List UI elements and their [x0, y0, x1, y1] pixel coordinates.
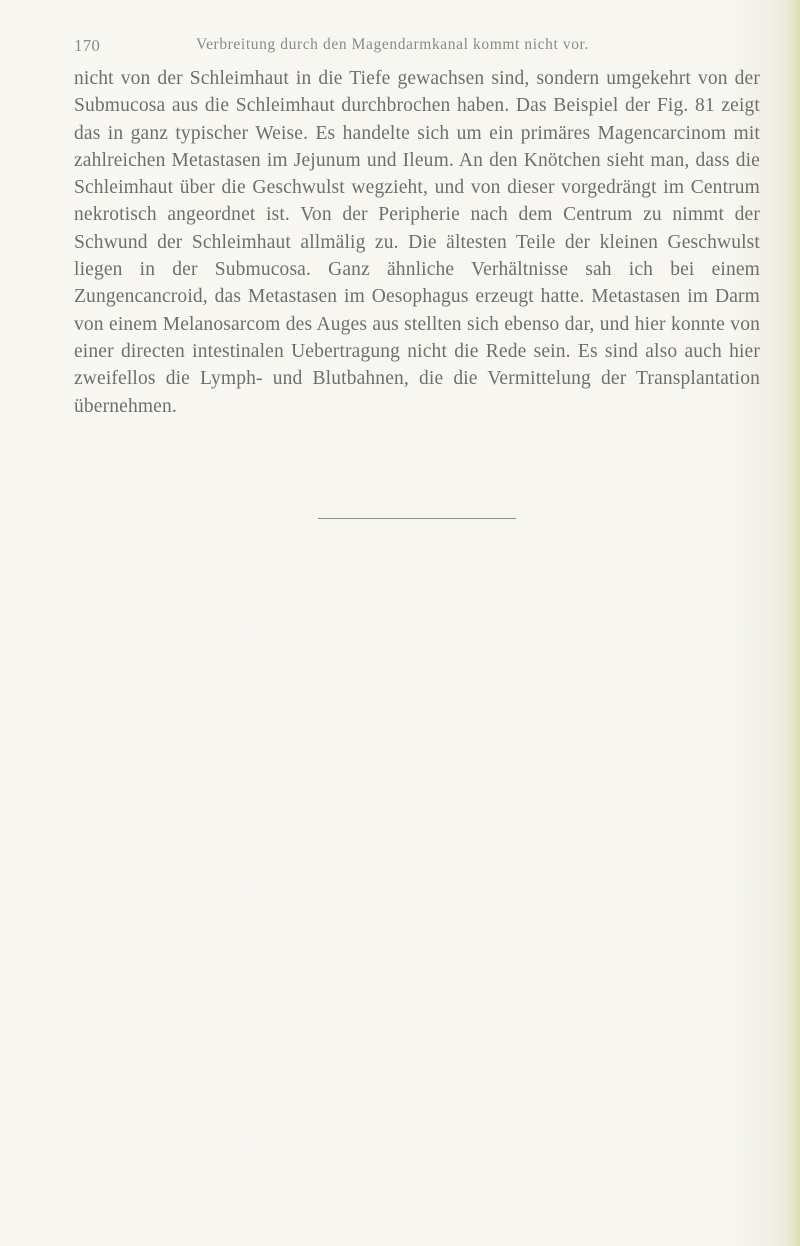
running-head: Verbreitung durch den Magendarmkanal kommt nicht vor.	[196, 36, 589, 53]
section-divider-rule	[318, 518, 516, 519]
page-header	[74, 36, 754, 60]
page-edge-shading	[786, 0, 800, 1246]
body-paragraph: nicht von der Schleimhaut in die Tiefe gewachsen sind, sondern umgekehrt von der Submucosa aus die Schleimhaut durchbrochen haben. Das Beispiel der Fig. 81 zeigt das in ganz typischer Weise. Es handelte sich um ein primäres Magencarcinom mit zahlreichen Metastasen im Jejunum und Ileum. An den Knötchen sieht man, dass die Schleimhaut über die Geschwulst wegzieht, und von dieser vorgedrängt im Centrum nekrotisch angeordnet ist. Von der Peripherie nach dem Centrum zu nimmt der Schwund der Schleimhaut allmälig zu. Die ältesten Teile der kleinen Geschwulst liegen in der Submucosa. Ganz ähnliche Verhältnisse sah ich bei einem Zungencancroid, das Metastasen im Oesophagus erzeugt hatte. Metastasen im Darm von einem Melanosarcom des Auges aus stellten sich ebenso dar, und hier konnte von einer directen intestinalen Uebertragung nicht die Rede sein. Es sind also auch hier zweifellos die Lymph- und Blutbahnen, die die Vermittelung der Transplantation übernehmen.	[74, 68, 760, 417]
page-number: 170	[74, 36, 101, 55]
